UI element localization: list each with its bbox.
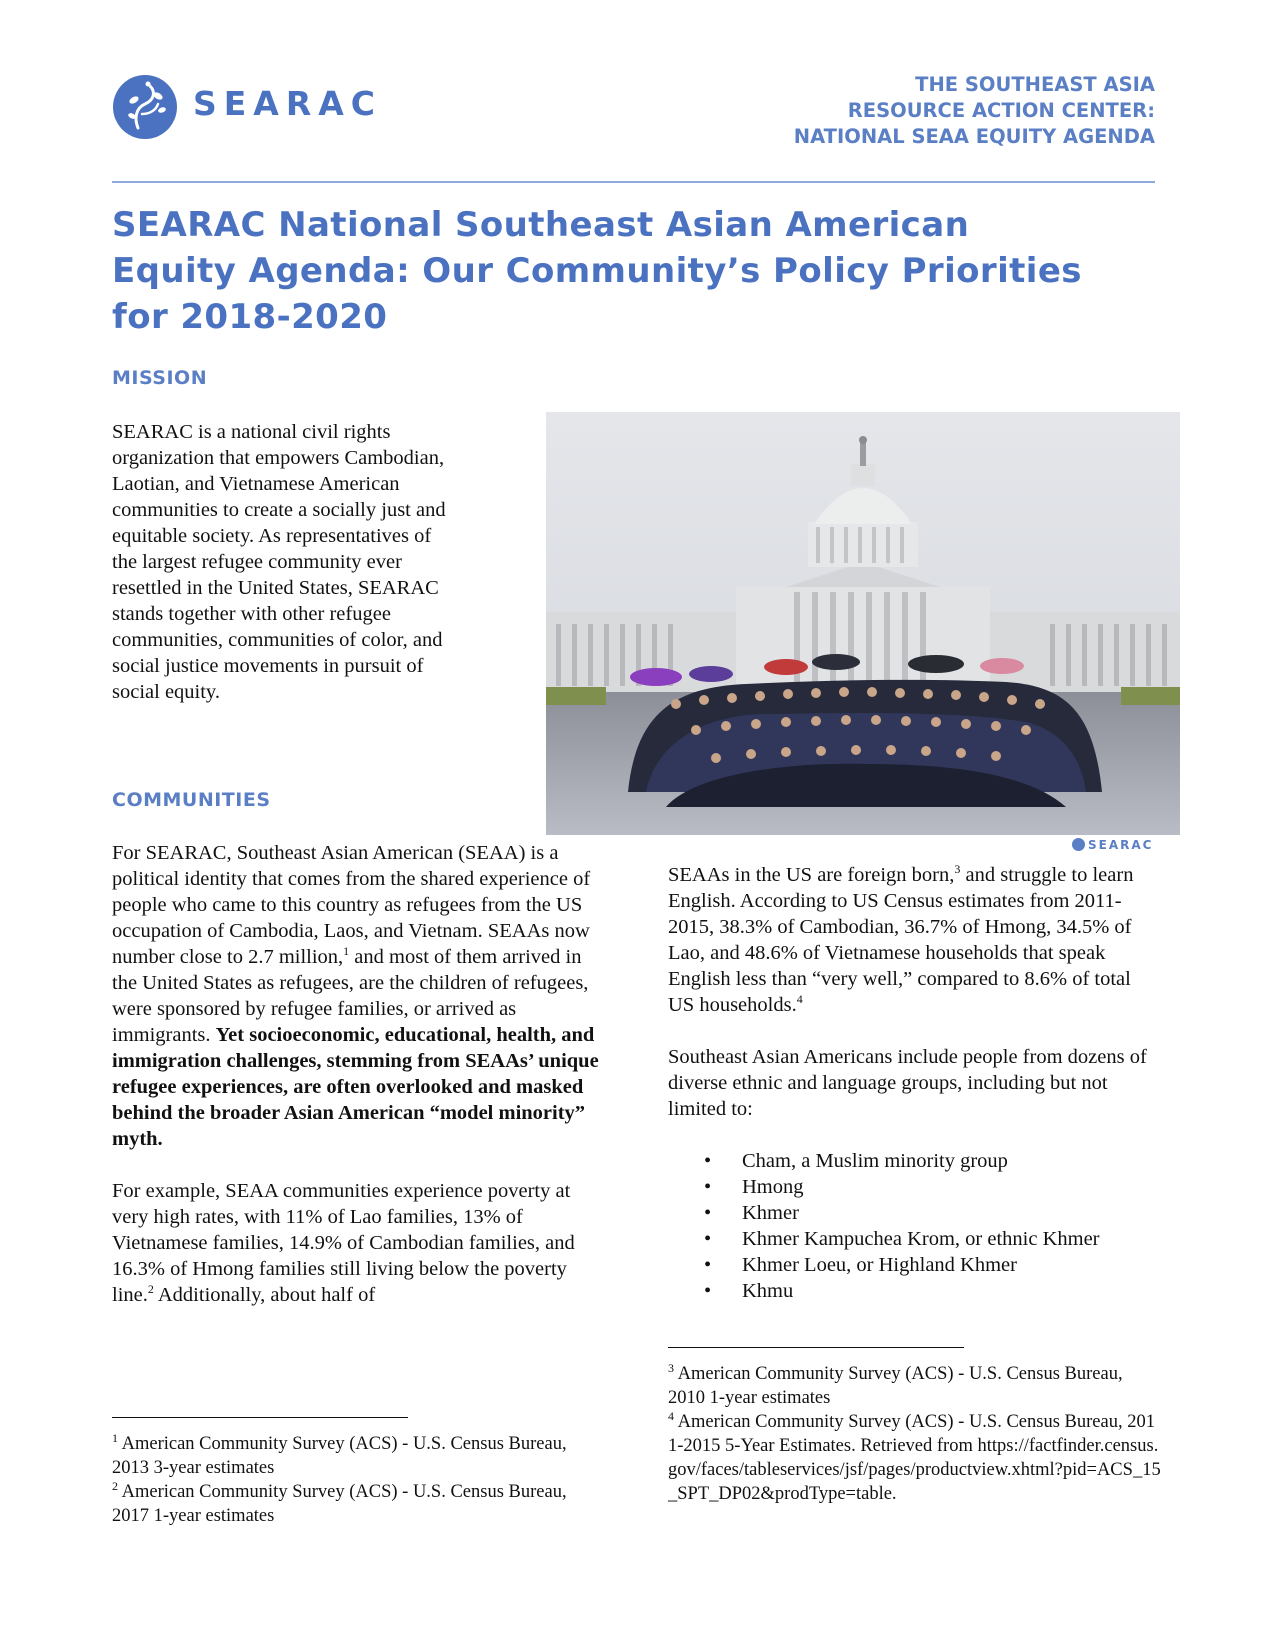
footnote — [668, 1362, 1163, 1410]
communities-body-right — [668, 862, 1158, 1304]
footnote-text: American Community Survey (ACS) - U.S. Census Bureau, 2013 3-year estimates — [112, 1434, 567, 1478]
communities-paragraph — [668, 862, 1158, 1018]
communities-paragraph: Southeast Asian Americans include people from dozens of diverse ethnic and language groups, including but not limited to: — [668, 1046, 1147, 1120]
list-item: • Hmong — [668, 1174, 1158, 1200]
page-title — [112, 202, 1172, 340]
header-divider — [112, 181, 1155, 183]
footnote-text: American Community Survey (ACS) - U.S. Census Bureau, 2017 1-year estimates — [112, 1482, 567, 1526]
list-item: • Khmer Loeu, or Highland Khmer — [668, 1252, 1158, 1278]
list-item: • Khmer Kampuchea Krom, or ethnic Khmer — [668, 1226, 1158, 1252]
org-header-line: RESOURCE ACTION CENTER: — [847, 99, 1155, 122]
emphasis-text: Yet socioeconomic, educational, health, and immigration challenges, stemming from SEAAs’ unique refugee experiences, are often overlooked and masked behind the broader Asian American “model minority” myth. — [112, 1024, 599, 1150]
mission-heading: MISSION — [112, 367, 208, 389]
communities-paragraph — [112, 1178, 602, 1308]
footnote — [668, 1410, 1163, 1506]
communities-paragraph — [112, 840, 602, 1152]
photo-credit-text: SEARAC — [1088, 838, 1154, 852]
text-run: Additionally, about half of — [153, 1284, 376, 1306]
footnote-divider — [668, 1347, 964, 1348]
list-item: • Cham, a Muslim minority group — [668, 1148, 1158, 1174]
footnote-text[interactable]: American Community Survey (ACS) - U.S. Census Bureau, 2011-2015 5-Year Estimates. Retrieved from https://factfinder.census.gov/faces/tableservices/jsf/pages/productview.xhtml?pid=ACS_15_SPT_DP02&prodType=table. — [668, 1412, 1161, 1504]
searac-mini-logo-icon — [1072, 838, 1085, 851]
ethnic-groups-list — [668, 1148, 1158, 1304]
title-line: for 2018-2020 — [112, 297, 388, 337]
footnote-number: 4 — [668, 1408, 674, 1423]
text-run: and struggle to learn English. According to US Census estimates from 2011-2015, 38.3% of Cambodian, 36.7% of Hmong, 34.5% of Lao, and 48.6% of Vietnamese households that speak English less than “very well,” compared to 8.6% of total US households. — [668, 864, 1134, 1016]
footnotes-left — [112, 1432, 582, 1528]
footnote-divider — [112, 1417, 408, 1418]
list-item: • Khmer — [668, 1200, 1158, 1226]
footnote-ref: 4 — [796, 992, 803, 1007]
logo-wordmark: SEARAC — [193, 84, 383, 123]
org-header-line: THE SOUTHEAST ASIA — [915, 73, 1155, 96]
title-line: SEARAC National Southeast Asian American — [112, 205, 970, 245]
title-line: Equity Agenda: Our Community’s Policy Priorities — [112, 251, 1082, 291]
org-header — [794, 72, 1155, 150]
list-item: • Khmu — [668, 1278, 1158, 1304]
footnotes-right — [668, 1362, 1163, 1506]
footnote-ref: 2 — [147, 1282, 154, 1297]
footnote-text: American Community Survey (ACS) - U.S. Census Bureau, 2010 1-year estimates — [668, 1364, 1123, 1408]
text-run: For example, SEAA communities experience poverty at very high rates, with 11% of Lao families, 13% of Vietnamese families, 14.9% of Cambodian families, and 16.3% of Hmong families still living below the poverty line. — [112, 1180, 575, 1306]
text-run: SEAAs in the US are foreign born, — [668, 864, 955, 886]
footnote-ref: 1 — [343, 944, 350, 959]
capitol-group-photo — [546, 412, 1180, 835]
footnote — [112, 1480, 582, 1528]
mission-body: SEARAC is a national civil rights organization that empowers Cambodian, Laotian, and Vietnamese American communities to create a socially just and equitable society. As representatives of the largest refugee community ever resettled in the United States, SEARAC stands together with other refugee communities, communities of color, and social justice movements in pursuit of social equity. — [112, 421, 446, 703]
searac-logo-icon — [112, 74, 178, 140]
text-run: and most of them arrived in the United States as refugees, are the children of refugees, were sponsored by refugee families, or arrived as immigrants. — [112, 946, 589, 1046]
footnote — [112, 1432, 582, 1480]
photo-credit — [1072, 838, 1153, 852]
communities-body-left — [112, 840, 602, 1334]
footnote-number: 3 — [668, 1360, 674, 1375]
footnote-ref: 3 — [954, 862, 961, 877]
communities-heading: COMMUNITIES — [112, 789, 271, 811]
org-header-line: NATIONAL SEAA EQUITY AGENDA — [793, 125, 1155, 148]
footnote-number: 2 — [112, 1478, 118, 1493]
footnote-number: 1 — [112, 1430, 118, 1445]
text-run: For SEARAC, Southeast Asian American (SEAA) is a political identity that comes from the shared experience of people who came to this country as refugees from the US occupation of Cambodia, Laos, and Vietnam. SEAAs now number close to 2.7 million, — [112, 842, 591, 968]
